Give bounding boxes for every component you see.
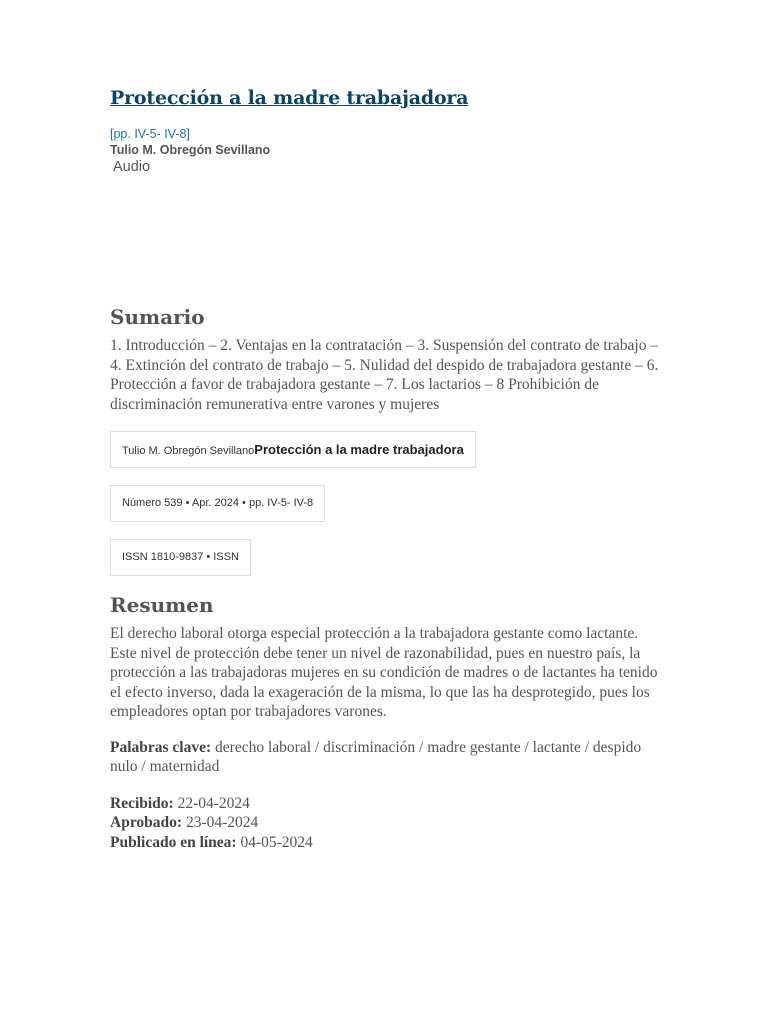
summary-heading: Sumario [110, 305, 205, 329]
article-content [110, 84, 662, 852]
published-line [110, 833, 662, 853]
meta-author: Tulio M. Obregón Sevillano [122, 445, 255, 457]
meta-box-issue: Número 539 • Apr. 2024 • pp. IV-5- IV-8 [110, 485, 325, 522]
keywords-value: derecho laboral / discriminación / madre gestante / lactante / despido nulo / maternidad [110, 738, 642, 775]
received-line [110, 794, 662, 814]
received-label: Recibido: [110, 794, 174, 812]
pages-link[interactable]: [pp. IV-5- IV-8] [110, 127, 190, 141]
meta-row-author-title [110, 431, 662, 468]
meta-row-issn [110, 539, 662, 576]
summary-text: 1. Introducción – 2. Ventajas en la contratación – 3. Suspensión del contrato de trabajo – 4. Extinción del contrato de trabajo – 5. Nulidad del despido de trabajadora gestante – 6. Protección a favor de trabajadora gestante – 7. Los lactarios – 8 Prohibición de discriminación remunerativa entre varones y mujeres [110, 337, 659, 413]
approved-date: 23-04-2024 [185, 814, 259, 831]
audio-player-area [110, 176, 662, 304]
dates-block [110, 794, 662, 853]
received-date: 22-04-2024 [177, 794, 250, 812]
meta-title: Protección a la madre trabajadora [254, 442, 464, 457]
author-name: Tulio M. Obregón Sevillano [110, 143, 271, 157]
meta-box-issn: ISSN 1810-9837 • ISSN [110, 539, 251, 576]
published-date: 04-05-2024 [240, 833, 313, 851]
keywords-label: Palabras clave: [110, 738, 212, 756]
abstract-heading: Resumen [110, 593, 214, 617]
approved-label: Aprobado: [110, 814, 183, 831]
keywords-paragraph [110, 738, 662, 777]
meta-box-author-title [110, 431, 476, 468]
abstract-text: El derecho laboral otorga especial protección a la trabajadora gestante como lactante. Este nivel de protección debe tener un nivel de razonabilidad, pues en nuestro país, la protección a las trabajadoras mujeres en su condición de madres o de lactantes ha tenido el efecto inverso, dada la exageración de la misma, lo que las ha desprotegido, pues los empleadores optan por trabajadores varones. [110, 625, 658, 720]
audio-label: Audio [113, 159, 151, 175]
meta-row-issue [110, 485, 662, 522]
published-label: Publicado en línea: [110, 833, 237, 851]
approved-line [110, 813, 662, 833]
article-title-link[interactable]: Protección a la madre trabajadora [110, 87, 469, 109]
